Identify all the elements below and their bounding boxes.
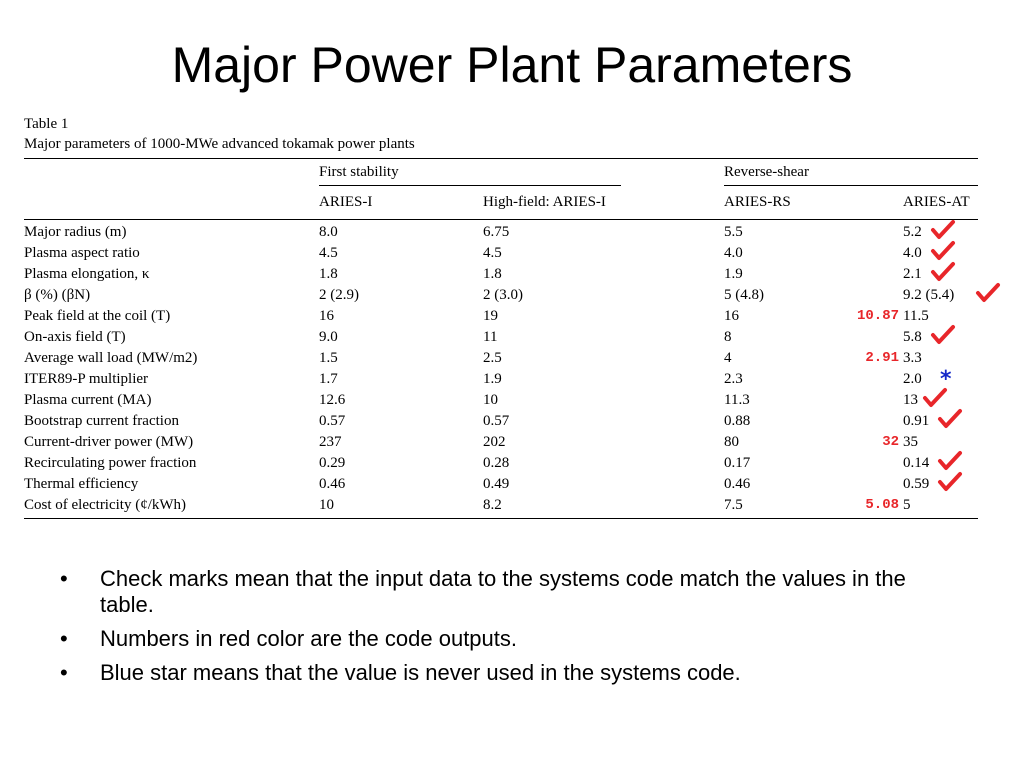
row-value-aries-i: 2 (2.9) [319, 287, 359, 303]
table-row [24, 243, 978, 264]
row-value-high-field-aries-i: 0.49 [483, 476, 510, 492]
row-parameter-label: Thermal efficiency [24, 476, 139, 492]
row-value-aries-at: 0.91 [903, 413, 930, 429]
row-value-aries-rs: 2.3 [724, 371, 743, 387]
table-row [24, 474, 978, 495]
row-value-aries-i: 16 [319, 308, 334, 324]
row-value-aries-at: 0.14 [903, 455, 930, 471]
table-body [24, 220, 978, 516]
slide-title: Major Power Plant Parameters [171, 37, 853, 93]
row-value-aries-at: 5.8 [903, 329, 922, 345]
parameters-table [24, 114, 978, 519]
row-parameter-label: Bootstrap current fraction [24, 413, 179, 429]
check-mark-icon [937, 470, 963, 494]
row-parameter-label: Recirculating power fraction [24, 455, 197, 471]
row-value-aries-at: 0.59 [903, 476, 930, 492]
note-text: Check marks mean that the input data to the systems code match the values in the table. [100, 566, 906, 617]
row-value-aries-i: 12.6 [319, 392, 346, 408]
row-value-aries-rs: 80 [724, 434, 739, 450]
row-value-aries-at: 2.0 [903, 371, 922, 387]
code-output-value: 10.87 [856, 308, 899, 324]
row-parameter-label: Plasma aspect ratio [24, 245, 140, 261]
table-caption: Major parameters of 1000-MWe advanced tokamak power plants [24, 136, 415, 152]
row-value-aries-at: 35 [903, 434, 918, 450]
table-row [24, 306, 978, 327]
row-value-aries-at: 5 [903, 497, 911, 513]
row-value-aries-rs: 0.46 [724, 476, 751, 492]
row-value-aries-rs: 16 [724, 308, 739, 324]
table-bottom-rule [24, 518, 978, 519]
table-row [24, 453, 978, 474]
column-header-aries-rs: ARIES-RS [724, 194, 791, 210]
column-header-aries-i: ARIES-I [319, 194, 373, 210]
row-parameter-label: On-axis field (T) [24, 329, 126, 345]
check-mark-icon [930, 260, 956, 284]
column-header-aries-at: ARIES-AT [903, 194, 970, 210]
row-value-aries-i: 4.5 [319, 245, 338, 261]
row-value-aries-at: 11.5 [903, 308, 929, 324]
group-rule-first-stability [319, 185, 621, 186]
row-value-aries-i: 237 [319, 434, 342, 450]
check-mark-icon [975, 281, 1001, 305]
check-mark-icon [937, 407, 963, 431]
table-row [24, 327, 978, 348]
row-parameter-label: Peak field at the coil (T) [24, 308, 171, 324]
table-row [24, 285, 978, 306]
row-value-aries-rs: 0.88 [724, 413, 751, 429]
code-output-value: 5.08 [865, 497, 899, 513]
row-value-high-field-aries-i: 19 [483, 308, 498, 324]
row-value-high-field-aries-i: 202 [483, 434, 506, 450]
row-value-aries-at: 5.2 [903, 224, 922, 240]
row-value-aries-rs: 11.3 [724, 392, 750, 408]
row-value-aries-rs: 5.5 [724, 224, 743, 240]
table-row [24, 411, 978, 432]
bullet-icon: • [60, 660, 68, 685]
row-value-aries-at: 9.2 (5.4) [903, 287, 955, 303]
note-item [60, 626, 960, 652]
note-text: Numbers in red color are the code outputs. [100, 626, 518, 651]
row-value-high-field-aries-i: 6.75 [483, 224, 510, 240]
row-value-aries-i: 0.57 [319, 413, 346, 429]
code-output-value: 2.91 [865, 350, 899, 366]
row-value-aries-i: 10 [319, 497, 334, 513]
row-value-aries-i: 9.0 [319, 329, 338, 345]
note-item [60, 660, 960, 686]
row-value-aries-rs: 4.0 [724, 245, 743, 261]
table-label: Table 1 [24, 116, 69, 132]
row-value-high-field-aries-i: 0.28 [483, 455, 510, 471]
note-item [60, 566, 960, 618]
group-header-reverse-shear: Reverse-shear [724, 164, 809, 180]
row-value-aries-at: 13 [903, 392, 918, 408]
row-value-aries-rs: 4 [724, 350, 732, 366]
row-value-aries-rs: 0.17 [724, 455, 751, 471]
check-mark-icon [930, 323, 956, 347]
row-value-aries-i: 0.29 [319, 455, 346, 471]
row-value-high-field-aries-i: 8.2 [483, 497, 502, 513]
table-row [24, 369, 978, 390]
bullet-icon: • [60, 626, 68, 651]
row-value-aries-i: 1.5 [319, 350, 338, 366]
bullet-icon: • [60, 566, 68, 591]
note-text: Blue star means that the value is never used in the systems code. [100, 660, 741, 685]
row-value-aries-rs: 7.5 [724, 497, 743, 513]
row-parameter-label: Current-driver power (MW) [24, 434, 194, 450]
row-value-high-field-aries-i: 0.57 [483, 413, 510, 429]
row-value-high-field-aries-i: 4.5 [483, 245, 502, 261]
row-value-aries-at: 3.3 [903, 350, 922, 366]
row-value-aries-i: 0.46 [319, 476, 346, 492]
row-value-high-field-aries-i: 10 [483, 392, 498, 408]
row-value-aries-at: 4.0 [903, 245, 922, 261]
blue-star-icon: * [940, 367, 952, 392]
column-header-high-field: High-field: ARIES-I [483, 194, 606, 210]
row-value-high-field-aries-i: 2 (3.0) [483, 287, 523, 303]
table-row [24, 264, 978, 285]
row-value-aries-rs: 8 [724, 329, 732, 345]
row-value-aries-i: 8.0 [319, 224, 338, 240]
row-parameter-label: β (%) (βN) [24, 287, 91, 303]
notes-list [60, 566, 960, 694]
row-parameter-label: Plasma current (MA) [24, 392, 152, 408]
row-value-aries-rs: 1.9 [724, 266, 743, 282]
table-row [24, 348, 978, 369]
group-header-first-stability: First stability [319, 164, 399, 180]
table-row [24, 495, 978, 516]
row-value-high-field-aries-i: 1.9 [483, 371, 502, 387]
table-row [24, 432, 978, 453]
table-header [24, 159, 978, 215]
row-parameter-label: Average wall load (MW/m2) [24, 350, 198, 366]
table-row [24, 390, 978, 411]
code-output-value: 32 [882, 434, 899, 450]
row-value-aries-at: 2.1 [903, 266, 922, 282]
group-rule-reverse-shear [724, 185, 978, 186]
row-parameter-label: Cost of electricity (¢/kWh) [24, 497, 187, 513]
row-value-high-field-aries-i: 2.5 [483, 350, 502, 366]
row-value-high-field-aries-i: 1.8 [483, 266, 502, 282]
row-parameter-label: Major radius (m) [24, 224, 127, 240]
row-value-aries-rs: 5 (4.8) [724, 287, 764, 303]
row-value-high-field-aries-i: 11 [483, 329, 498, 345]
row-parameter-label: ITER89-P multiplier [24, 371, 149, 387]
row-value-aries-i: 1.7 [319, 371, 338, 387]
row-value-aries-i: 1.8 [319, 266, 338, 282]
table-row [24, 222, 978, 243]
row-parameter-label: Plasma elongation, κ [24, 266, 150, 282]
